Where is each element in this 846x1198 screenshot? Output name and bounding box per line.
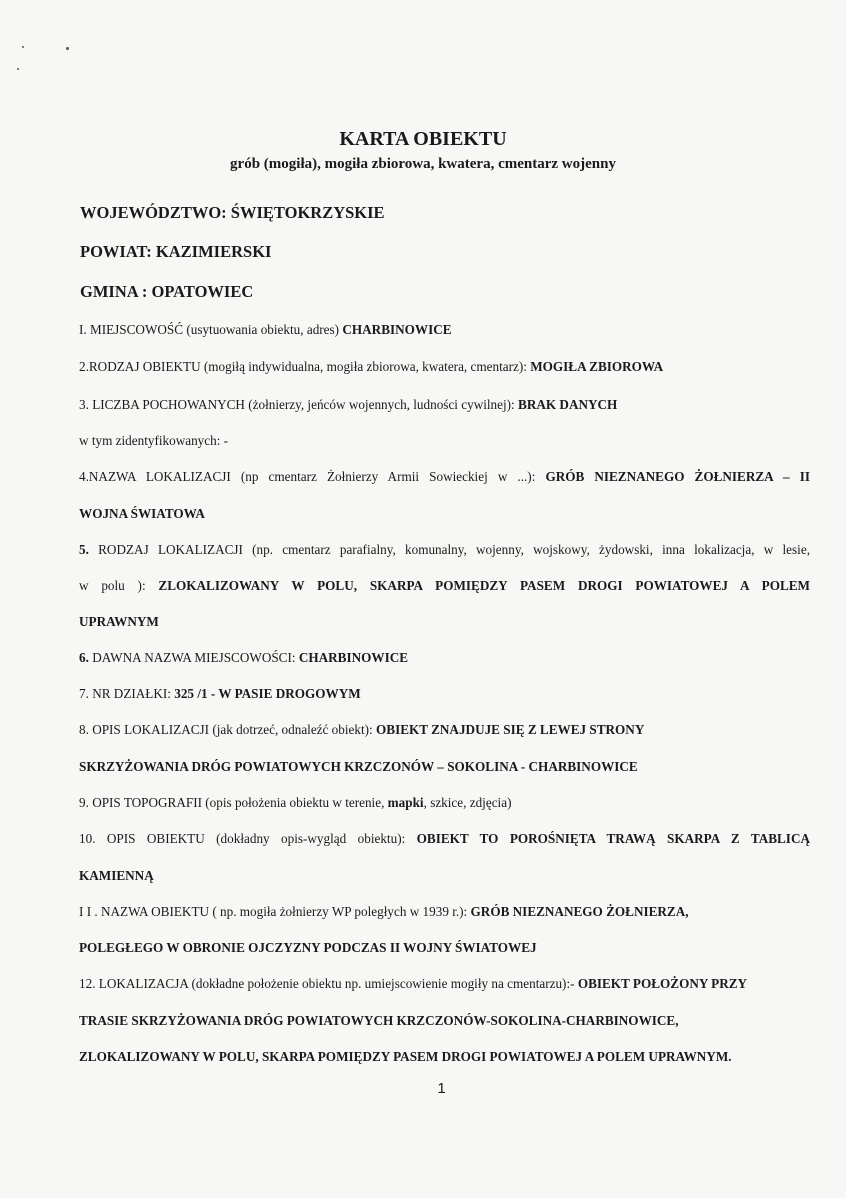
item-6: 6. DAWNA NAZWA MIEJSCOWOŚCI: CHARBINOWICE xyxy=(79,650,409,665)
scan-speck xyxy=(22,46,24,48)
item-3: 3. LICZBA POCHOWANYCH (żołnierzy, jeńców wojennych, ludności cywilnej): BRAK DANYCH xyxy=(79,397,618,412)
county-heading: POWIAT: KAZIMIERSKI xyxy=(80,242,272,261)
item-7: 7. NR DZIAŁKI: 325 /1 - W PASIE DROGOWYM xyxy=(79,686,361,701)
item-5-continued-2: UPRAWNYM xyxy=(79,614,159,629)
item-12-continued-2: ZLOKALIZOWANY W POLU, SKARPA POMIĘDZY PASEM DROGI POWIATOWEJ A POLEM UPRAWNYM. xyxy=(79,1049,732,1064)
item-11-continued: POLEGŁEGO W OBRONIE OJCZYZNY PODCZAS II WOJNY ŚWIATOWEJ xyxy=(79,940,537,955)
item-4: 4.NAZWA LOKALIZACJI (np cmentarz Żołnierzy Armii Sowieckiej w ...): GRÓB NIEZNANEGO ŻOŁNIERZA – II xyxy=(79,469,810,484)
page-number: 1 xyxy=(437,1080,446,1097)
item-4-continued: WOJNA ŚWIATOWA xyxy=(79,506,205,521)
item-12-continued: TRASIE SKRZYŻOWANIA DRÓG POWIATOWYCH KRZCZONÓW-SOKOLINA-CHARBINOWICE, xyxy=(79,1013,679,1028)
item-2: 2.RODZAJ OBIEKTU (mogiłą indywidualna, mogiła zbiorowa, kwatera, cmentarz): MOGIŁA ZBIOROWA xyxy=(79,359,664,374)
scan-speck xyxy=(66,47,69,50)
scan-speck xyxy=(17,68,19,70)
item-12: 12. LOKALIZACJA (dokładne położenie obiektu np. umiejscowienie mogiły na cmentarzu):- OBIEKT POŁOŻONY PRZY xyxy=(79,976,748,991)
item-1: I. MIEJSCOWOŚĆ (usytuowania obiektu, adres) CHARBINOWICE xyxy=(79,322,452,337)
document-title: KARTA OBIEKTU xyxy=(339,128,507,150)
item-9: 9. OPIS TOPOGRAFII (opis położenia obiektu w terenie, mapki, szkice, zdjęcia) xyxy=(79,795,512,810)
item-8-continued: SKRZYŻOWANIA DRÓG POWIATOWYCH KRZCZONÓW – SOKOLINA - CHARBINOWICE xyxy=(79,759,638,774)
item-10-continued: KAMIENNĄ xyxy=(79,868,154,883)
item-3-identified: w tym zidentyfikowanych: - xyxy=(79,433,229,448)
voivodeship-heading: WOJEWÓDZTWO: ŚWIĘTOKRZYSKIE xyxy=(80,203,385,222)
commune-heading: GMINA : OPATOWIEC xyxy=(80,282,254,301)
item-11: I I . NAZWA OBIEKTU ( np. mogiła żołnierzy WP poległych w 1939 r.): GRÓB NIEZNANEGO ŻOŁNIERZA, xyxy=(79,904,689,919)
item-8: 8. OPIS LOKALIZACJI (jak dotrzeć, odnaleźć obiekt): OBIEKT ZNAJDUJE SIĘ Z LEWEJ STRONY xyxy=(79,722,645,737)
item-10: 10. OPIS OBIEKTU (dokładny opis-wygląd obiektu): OBIEKT TO POROŚNIĘTA TRAWĄ SKARPA Z TABLICĄ xyxy=(79,831,810,846)
item-5-continued: w polu ): ZLOKALIZOWANY W POLU, SKARPA POMIĘDZY PASEM DROGI POWIATOWEJ A POLEM xyxy=(79,578,810,593)
document-subtitle: grób (mogiła), mogiła zbiorowa, kwatera, cmentarz wojenny xyxy=(230,156,616,172)
item-5: 5. RODZAJ LOKALIZACJI (np. cmentarz parafialny, komunalny, wojenny, wojskowy, żydowski, inna lokalizacja, w lesie, xyxy=(79,542,810,557)
